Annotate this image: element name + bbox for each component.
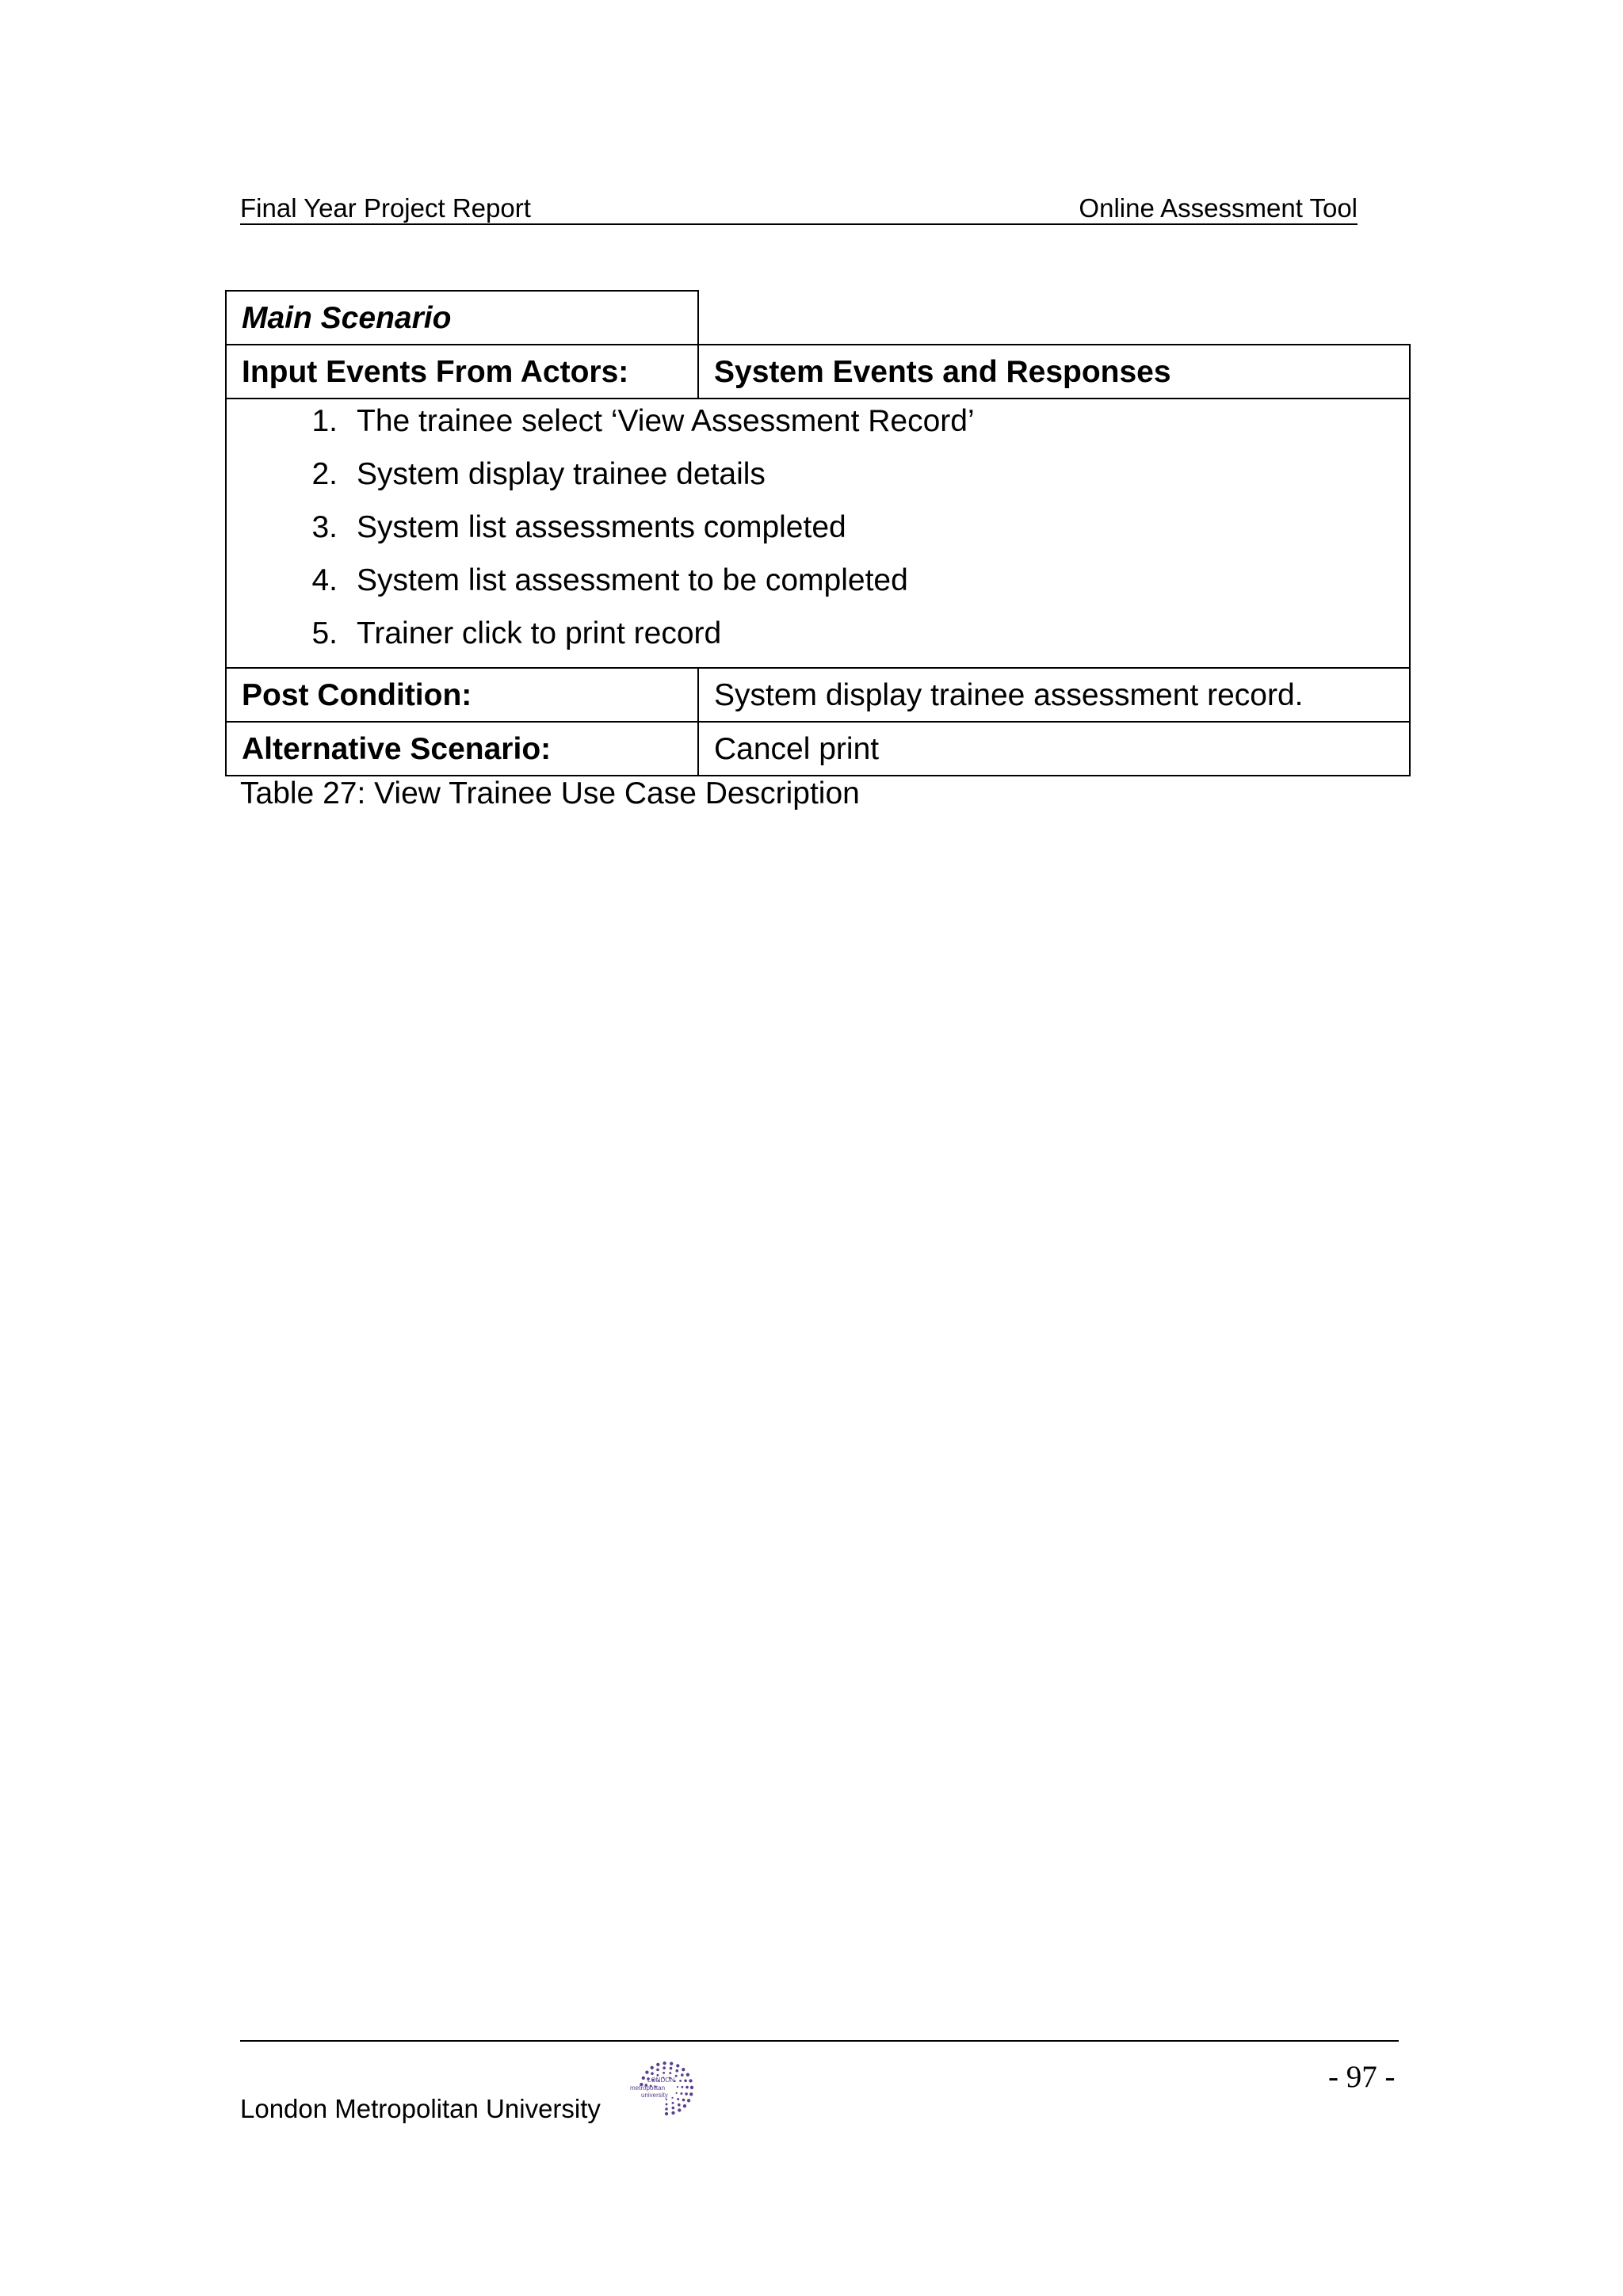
logo-text-metropolitan: metropolitan [630, 2084, 666, 2092]
logo-dot [672, 2102, 674, 2104]
steps-cell [225, 398, 1411, 669]
header-cell-system-events [697, 344, 1411, 399]
table-title: Main Scenario [242, 301, 452, 335]
step-number: 1. [311, 404, 338, 438]
step-text: Trainer click to print record [357, 616, 722, 650]
logo-dot [678, 2108, 681, 2111]
step-number: 3. [311, 510, 338, 544]
logo-dot [682, 2099, 685, 2102]
logo-dot [676, 2064, 679, 2067]
step-text: System display trainee details [357, 457, 766, 491]
post-condition-value: System display trainee assessment record. [714, 678, 1304, 712]
step-text: System list assessments completed [357, 510, 846, 544]
alternative-scenario-value: Cancel print [714, 732, 880, 766]
logo-dot [656, 2063, 659, 2066]
table-title-cell [225, 290, 699, 345]
post-condition-label: Post Condition: [242, 678, 472, 712]
footer-university: London Metropolitan University [240, 2094, 601, 2123]
logo-dot [685, 2092, 688, 2096]
logo-dot [663, 2061, 666, 2065]
list-item [290, 456, 975, 509]
list-item [290, 509, 975, 562]
alternative-label-cell [225, 721, 699, 776]
list-item [290, 562, 975, 615]
step-number: 4. [311, 563, 338, 597]
page-header [240, 195, 1358, 225]
alternative-scenario-label: Alternative Scenario: [242, 732, 552, 766]
logo-dot [676, 2092, 678, 2094]
use-case-table [225, 290, 1411, 775]
header-cell-input-events [225, 344, 699, 399]
step-text: The trainee select ‘View Assessment Record’ [357, 404, 975, 438]
table-caption: Table 27: View Trainee Use Case Description [240, 776, 860, 810]
step-number: 5. [311, 616, 338, 650]
logo-dot [686, 2073, 689, 2077]
post-condition-label-cell [225, 667, 699, 723]
logo-dot [656, 2069, 659, 2072]
logo-dot [689, 2079, 692, 2082]
footer-divider [240, 2040, 1399, 2042]
logo-dot [677, 2086, 678, 2088]
logo-dot [683, 2104, 686, 2107]
logo-dot [642, 2077, 645, 2080]
header-report-title: Final Year Project Report [240, 193, 531, 223]
logo-dot [689, 2092, 693, 2096]
logo-dot [671, 2097, 673, 2099]
logo-dot [663, 2072, 665, 2074]
logo-dot [665, 2107, 668, 2111]
logo-dot [685, 2086, 689, 2089]
logo-dot [670, 2061, 673, 2065]
logo-text-university: university [641, 2092, 668, 2099]
logo-dot [675, 2075, 678, 2077]
logo-dot [679, 2080, 682, 2082]
list-item [290, 402, 975, 456]
logo-dot [666, 2103, 668, 2106]
header-system-events: System Events and Responses [714, 355, 1171, 389]
logo-dot [681, 2073, 684, 2077]
logo-dot [666, 2099, 667, 2100]
step-number: 2. [311, 457, 338, 491]
logo-dot [677, 2098, 679, 2100]
logo-dot [681, 2086, 683, 2088]
logo-dot [684, 2080, 687, 2083]
logo-dot [682, 2068, 685, 2071]
header-input-events: Input Events From Actors: [242, 355, 629, 389]
logo-dot [651, 2072, 654, 2075]
logo-dot [672, 2107, 675, 2110]
logo-dot [651, 2066, 654, 2069]
university-logo-icon [619, 2060, 703, 2117]
logo-dot [690, 2086, 693, 2089]
page-number: - 97 - [1328, 2060, 1396, 2094]
logo-dot [678, 2103, 681, 2107]
header-project-title: Online Assessment Tool [1079, 193, 1358, 223]
logo-dot [680, 2092, 682, 2095]
logo-dot [665, 2112, 668, 2115]
logo-dot [645, 2070, 648, 2073]
logo-dot [676, 2069, 679, 2073]
post-condition-value-cell [697, 667, 1411, 723]
logo-dot [670, 2067, 673, 2070]
logo-dot [687, 2099, 690, 2102]
alternative-value-cell [697, 721, 1411, 776]
logo-dot [671, 2111, 674, 2115]
list-item [290, 615, 975, 668]
logo-text-london: LONDON [647, 2077, 675, 2084]
steps-list [290, 402, 975, 668]
logo-dot [663, 2066, 666, 2069]
logo-dot [669, 2072, 671, 2074]
step-text: System list assessment to be completed [357, 563, 908, 597]
